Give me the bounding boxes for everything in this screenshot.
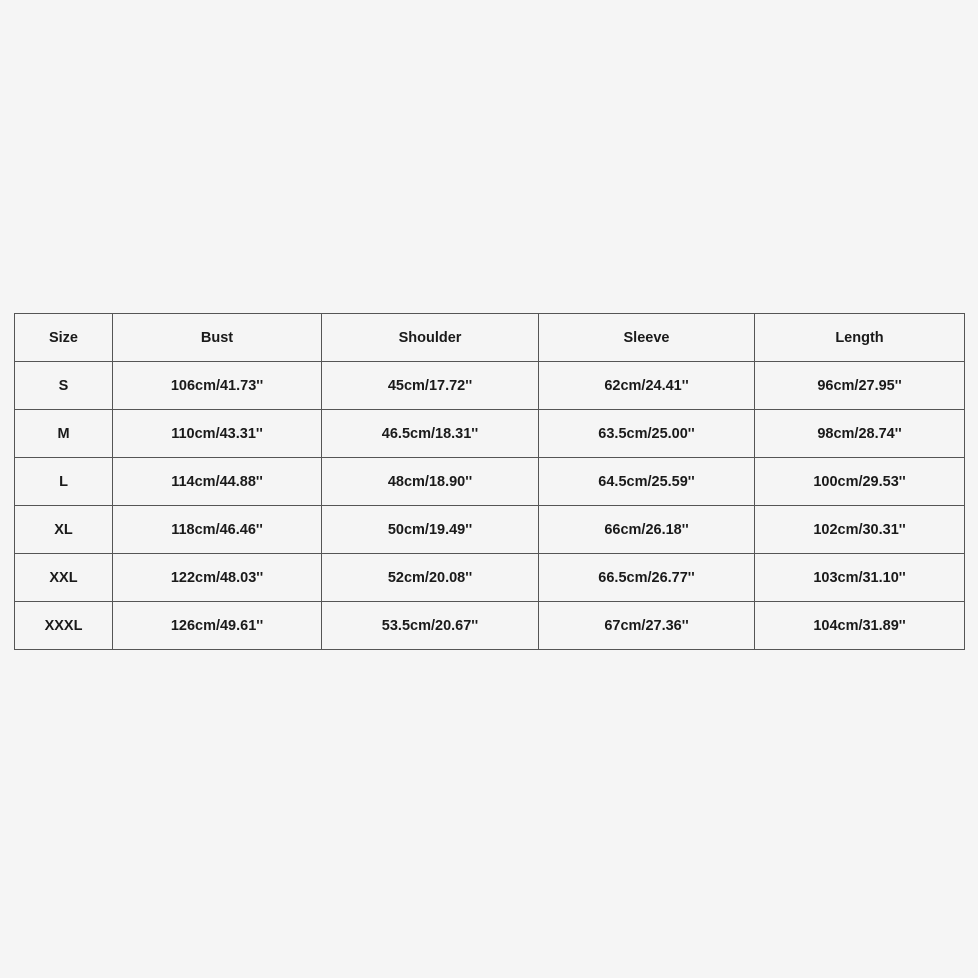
header-shoulder: Shoulder xyxy=(322,314,539,362)
cell-size: M xyxy=(15,410,113,458)
cell-size: XXL xyxy=(15,554,113,602)
cell-shoulder: 52cm/20.08'' xyxy=(322,554,539,602)
cell-shoulder: 53.5cm/20.67'' xyxy=(322,602,539,650)
cell-size: XXXL xyxy=(15,602,113,650)
cell-shoulder: 48cm/18.90'' xyxy=(322,458,539,506)
cell-size: L xyxy=(15,458,113,506)
cell-shoulder: 50cm/19.49'' xyxy=(322,506,539,554)
cell-shoulder: 46.5cm/18.31'' xyxy=(322,410,539,458)
header-length: Length xyxy=(755,314,965,362)
cell-length: 104cm/31.89'' xyxy=(755,602,965,650)
cell-bust: 106cm/41.73'' xyxy=(113,362,322,410)
table-row xyxy=(15,410,965,458)
cell-length: 102cm/30.31'' xyxy=(755,506,965,554)
table-row xyxy=(15,554,965,602)
cell-size: S xyxy=(15,362,113,410)
table-header-row xyxy=(15,314,965,362)
cell-length: 103cm/31.10'' xyxy=(755,554,965,602)
table-row xyxy=(15,602,965,650)
cell-shoulder: 45cm/17.72'' xyxy=(322,362,539,410)
cell-bust: 122cm/48.03'' xyxy=(113,554,322,602)
cell-length: 98cm/28.74'' xyxy=(755,410,965,458)
header-bust: Bust xyxy=(113,314,322,362)
cell-sleeve: 66cm/26.18'' xyxy=(539,506,755,554)
cell-bust: 126cm/49.61'' xyxy=(113,602,322,650)
table-row xyxy=(15,362,965,410)
size-chart-table xyxy=(14,313,965,650)
cell-bust: 118cm/46.46'' xyxy=(113,506,322,554)
table-row xyxy=(15,458,965,506)
cell-size: XL xyxy=(15,506,113,554)
cell-sleeve: 62cm/24.41'' xyxy=(539,362,755,410)
cell-sleeve: 64.5cm/25.59'' xyxy=(539,458,755,506)
header-sleeve: Sleeve xyxy=(539,314,755,362)
cell-bust: 110cm/43.31'' xyxy=(113,410,322,458)
cell-sleeve: 63.5cm/25.00'' xyxy=(539,410,755,458)
header-size: Size xyxy=(15,314,113,362)
cell-sleeve: 67cm/27.36'' xyxy=(539,602,755,650)
table-row xyxy=(15,506,965,554)
cell-sleeve: 66.5cm/26.77'' xyxy=(539,554,755,602)
cell-length: 100cm/29.53'' xyxy=(755,458,965,506)
cell-bust: 114cm/44.88'' xyxy=(113,458,322,506)
cell-length: 96cm/27.95'' xyxy=(755,362,965,410)
